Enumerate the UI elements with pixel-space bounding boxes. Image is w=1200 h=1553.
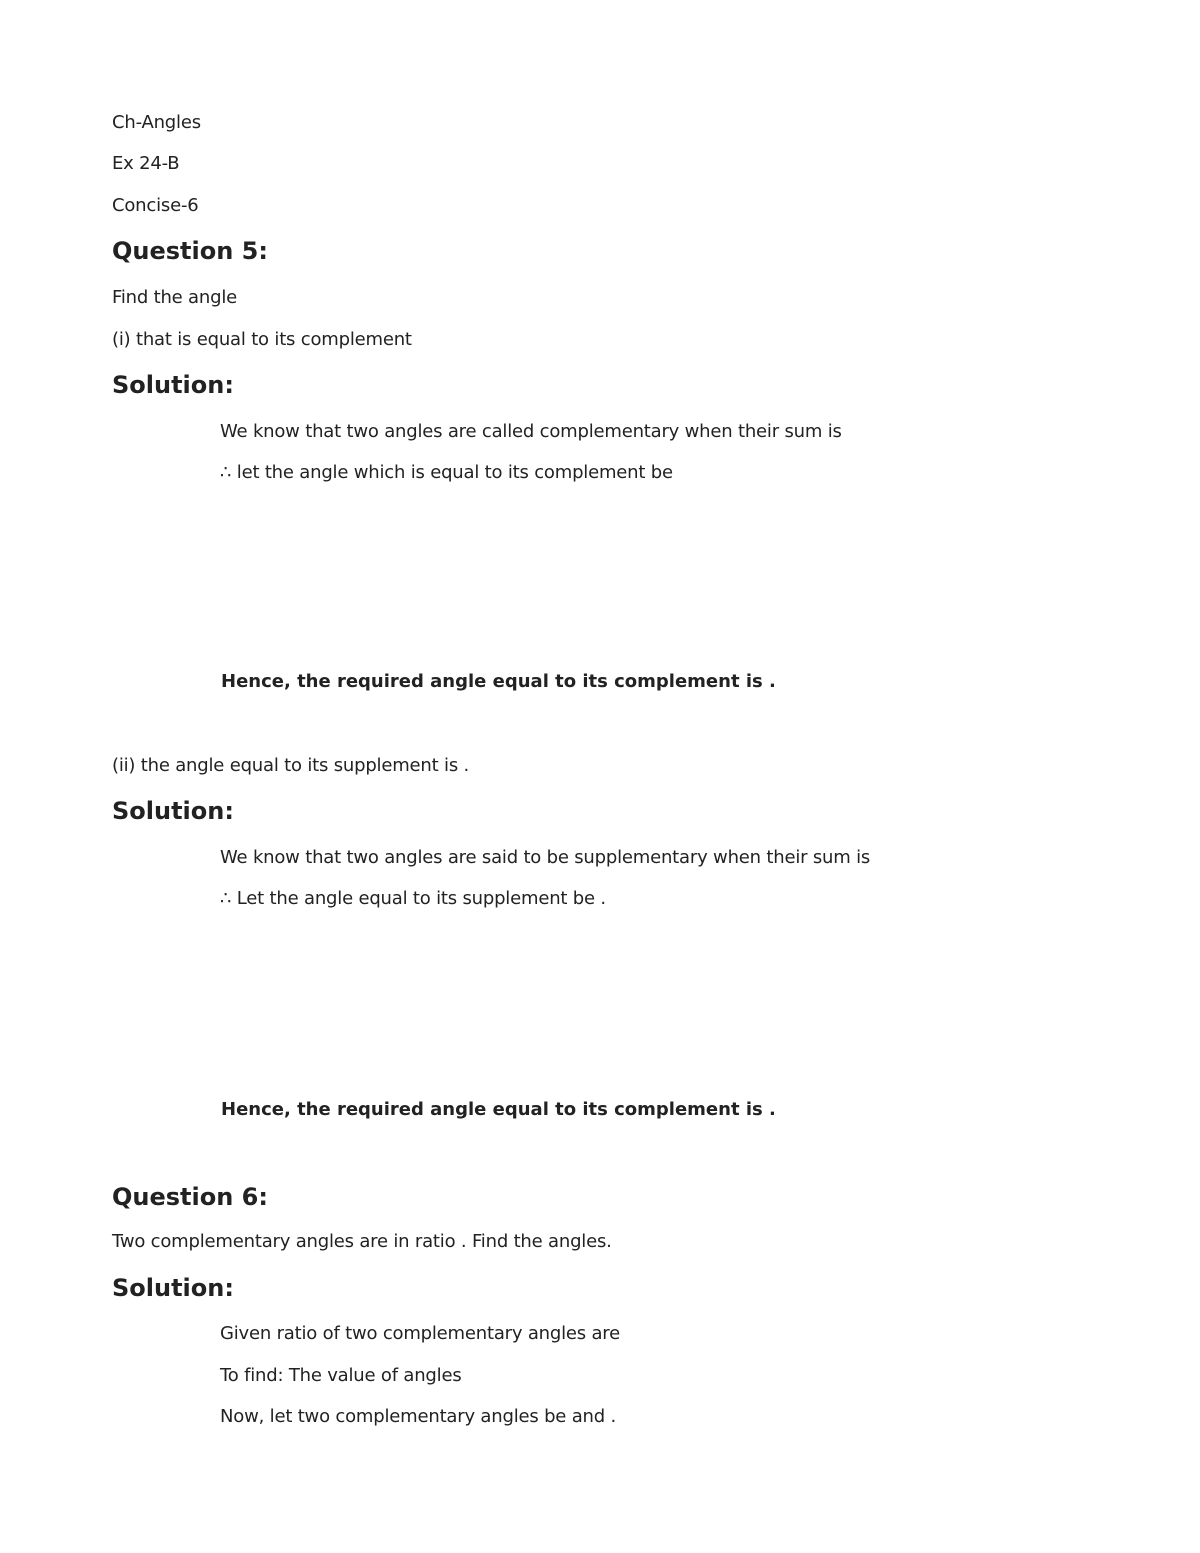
question-6-prompt: Two complementary angles are in ratio . Find the angles. (112, 1231, 612, 1252)
question-6-heading: Question 6: (112, 1183, 268, 1211)
book-label: Concise-6 (112, 195, 199, 216)
conclusion-text: Hence, the required angle equal to its complement is . (221, 1099, 776, 1120)
solution-text: Given ratio of two complementary angles are (220, 1323, 620, 1344)
exercise-label: Ex 24-B (112, 153, 180, 174)
conclusion-text: Hence, the required angle equal to its complement is . (221, 671, 776, 692)
solution-heading: Solution: (112, 371, 234, 399)
solution-text: We know that two angles are said to be supplementary when their sum is (220, 847, 871, 868)
question-5-prompt: Find the angle (112, 287, 238, 308)
solution-text: ∴ let the angle which is equal to its complement be (220, 462, 673, 483)
solution-heading: Solution: (112, 1274, 234, 1302)
solution-text: ∴ Let the angle equal to its supplement be . (220, 888, 606, 909)
solution-heading: Solution: (112, 797, 234, 825)
question-5-part-i: (i) that is equal to its complement (112, 329, 412, 350)
solution-text: Now, let two complementary angles be and . (220, 1406, 617, 1427)
chapter-label: Ch-Angles (112, 112, 201, 133)
question-5-heading: Question 5: (112, 237, 268, 265)
solution-text: We know that two angles are called complementary when their sum is (220, 421, 842, 442)
solution-text: To find: The value of angles (220, 1365, 462, 1386)
question-5-part-ii: (ii) the angle equal to its supplement is . (112, 755, 470, 776)
